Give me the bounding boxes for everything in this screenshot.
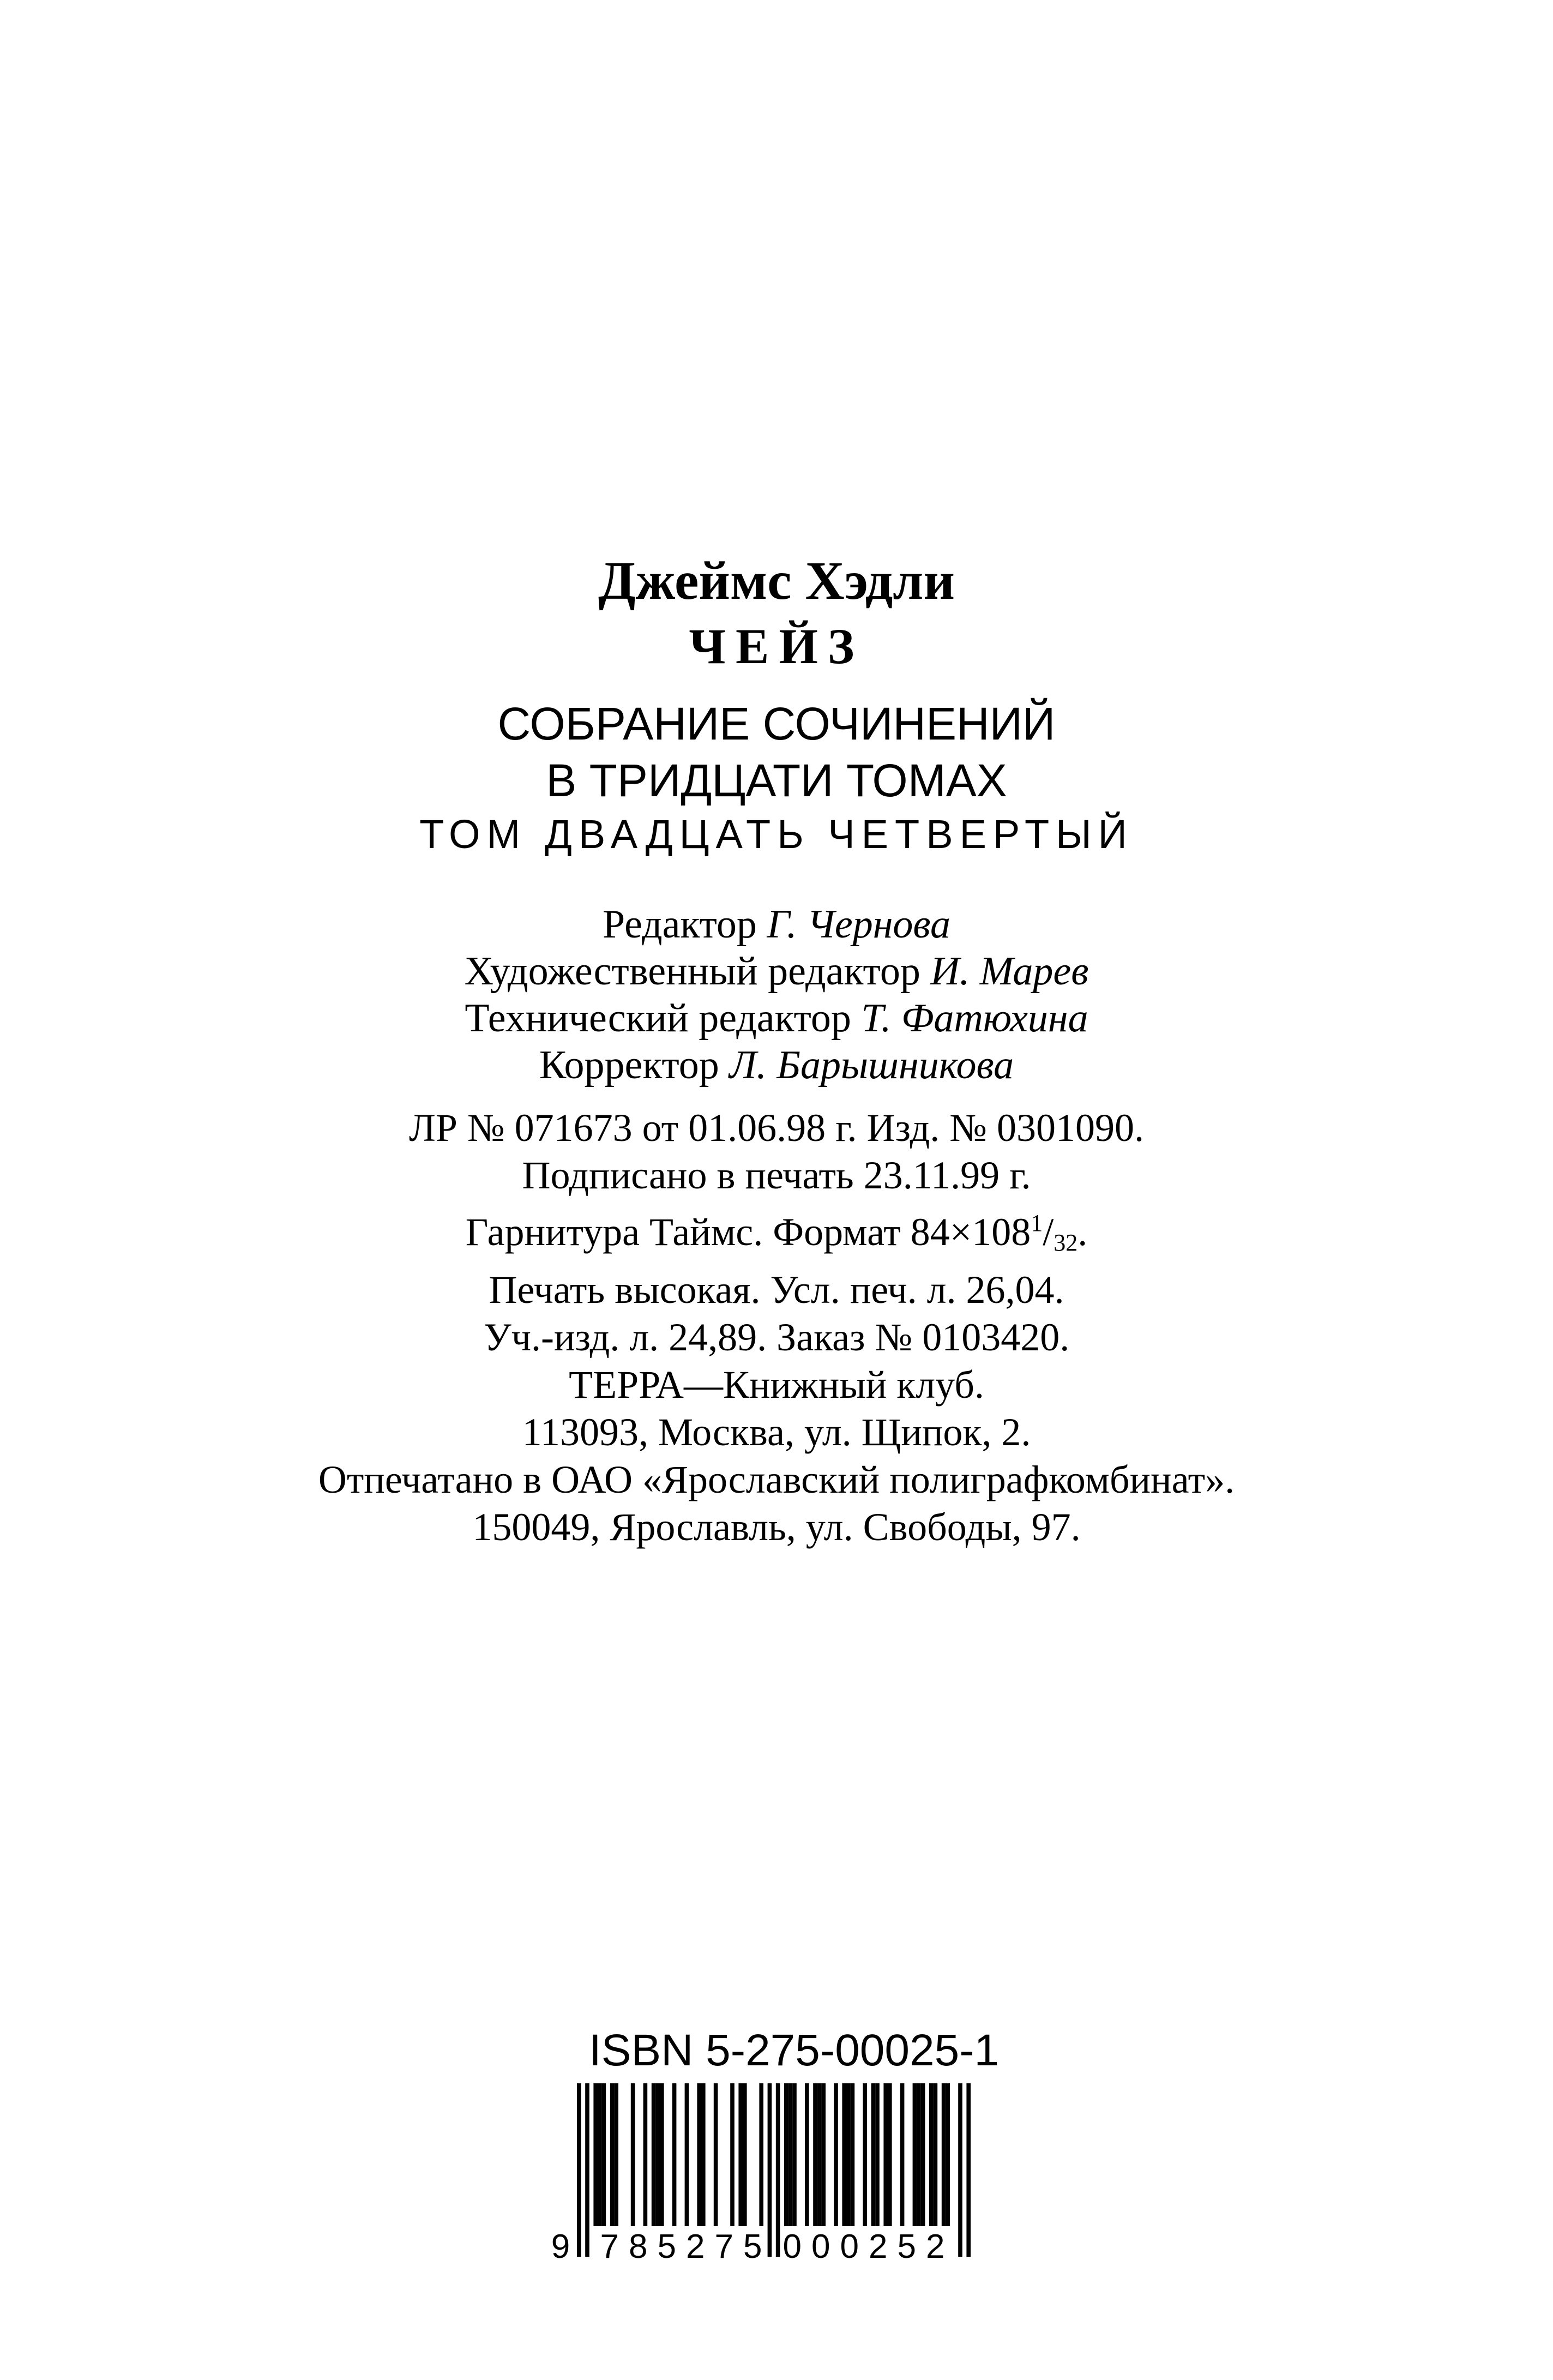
imprint-format	[0, 1199, 1553, 1266]
barcode-bar	[805, 2083, 809, 2226]
barcode-digits-left: 785275	[600, 2228, 772, 2263]
barcode-bar	[784, 2083, 788, 2226]
credit-editor	[0, 901, 1553, 948]
collection-title	[0, 695, 1553, 809]
barcode-bar	[652, 2083, 656, 2226]
barcode-bar	[913, 2083, 917, 2226]
credit-tech-editor	[0, 995, 1553, 1042]
imprint-publisher: ТЕРРА—Книжный клуб.	[569, 1363, 984, 1407]
imprint-print: Печать высокая. Усл. печ. л. 26,04.	[489, 1268, 1064, 1312]
credit-role: Технический редактор	[465, 996, 851, 1041]
format-end: .	[1078, 1210, 1088, 1254]
barcode-icon	[550, 2083, 1019, 2263]
barcode-bar	[966, 2083, 971, 2257]
imprint-printed-at: Отпечатано в ОАО «Ярославский полиграфкомбинат».	[318, 1458, 1235, 1501]
barcode-bar	[929, 2083, 934, 2226]
barcode-bar	[593, 2083, 598, 2226]
barcode-bar	[672, 2083, 677, 2226]
barcode-bar	[759, 2083, 763, 2226]
credit-role: Редактор	[602, 902, 757, 947]
credit-name: Г. Чернова	[767, 902, 951, 947]
barcode-bar	[863, 2083, 867, 2226]
barcode-bar	[821, 2083, 826, 2226]
barcode-bar	[875, 2083, 880, 2226]
format-text: Гарнитура Таймс. Формат 84×108	[465, 1210, 1031, 1254]
volume-label: ТОМ ДВАДЦАТЬ ЧЕТВЕРТЫЙ	[419, 812, 1134, 857]
barcode-bar	[851, 2083, 855, 2226]
barcode-bar	[643, 2083, 648, 2226]
isbn-label: ISBN 5-275-00025-1	[589, 2026, 1000, 2075]
credits-block	[0, 901, 1553, 1089]
volume-title	[0, 807, 1553, 862]
barcode-bar	[958, 2083, 962, 2257]
format-slash: /	[1043, 1210, 1054, 1254]
barcode-bar	[577, 2083, 581, 2257]
barcode-bar	[631, 2083, 635, 2226]
barcode-bar	[714, 2083, 718, 2226]
barcode-bar	[871, 2083, 876, 2226]
barcode-bar	[946, 2083, 950, 2226]
collection-title-line-1: СОБРАНИЕ СОЧИНЕНИЙ	[497, 698, 1056, 749]
barcode-bar	[883, 2083, 888, 2226]
credit-proofreader	[0, 1042, 1553, 1089]
barcode-bar	[602, 2083, 606, 2226]
barcode-bar	[730, 2083, 735, 2226]
barcode-bar	[846, 2083, 851, 2226]
barcode-bar	[598, 2083, 602, 2226]
imprint-block	[0, 1104, 1553, 1551]
author-block	[0, 548, 1553, 679]
format-superscript: 1	[1031, 1210, 1043, 1236]
barcode-bar	[701, 2083, 706, 2226]
barcode-bar	[738, 2083, 743, 2226]
barcode-bar	[743, 2083, 747, 2226]
imprint-order: Уч.-изд. л. 24,89. Заказ № 0103420.	[483, 1315, 1070, 1359]
barcode-bar	[834, 2083, 838, 2226]
barcode-bar	[585, 2083, 589, 2257]
barcode-bar	[888, 2083, 892, 2226]
barcode-bar	[610, 2083, 615, 2226]
credit-name: Т. Фатюхина	[861, 996, 1088, 1041]
barcode-bar	[817, 2083, 822, 2226]
barcode-bar	[776, 2083, 780, 2257]
credit-name: И. Марев	[930, 949, 1089, 994]
barcode-bar	[921, 2083, 925, 2226]
barcode-bar	[792, 2083, 797, 2226]
format-subscript: 32	[1054, 1229, 1078, 1256]
imprint-printer-address: 150049, Ярославль, ул. Свободы, 97.	[472, 1505, 1081, 1549]
barcode-digits-right: 000252	[782, 2228, 955, 2263]
credit-role: Художественный редактор	[464, 949, 920, 994]
credit-role: Корректор	[539, 1043, 719, 1087]
barcode-bar	[813, 2083, 817, 2226]
barcode-bar	[934, 2083, 938, 2226]
barcode-bar	[660, 2083, 664, 2226]
barcode-bar	[697, 2083, 701, 2226]
barcode-bar	[655, 2083, 660, 2226]
barcode-bar	[942, 2083, 946, 2226]
credit-art-editor	[0, 948, 1553, 995]
author-first-name: Джеймс Хэдли	[598, 550, 955, 611]
author-last-name: ЧЕЙЗ	[689, 618, 864, 674]
barcode-bar	[614, 2083, 618, 2226]
barcode-bar	[788, 2083, 793, 2226]
barcode-digit-prefix: 9	[551, 2228, 570, 2263]
imprint-signed: Подписано в печать 23.11.99 г.	[522, 1153, 1031, 1197]
imprint-license: ЛР № 071673 от 01.06.98 г. Изд. № 0301090.	[409, 1106, 1144, 1150]
barcode-bar	[685, 2083, 689, 2226]
imprint-publisher-address: 113093, Москва, ул. Щипок, 2.	[522, 1410, 1031, 1454]
barcode-bar	[842, 2083, 846, 2226]
barcode-bar	[900, 2083, 905, 2226]
collection-title-line-2: В ТРИДЦАТИ ТОМАХ	[546, 755, 1007, 806]
barcode-bar	[917, 2083, 921, 2226]
credit-name: Л. Барышникова	[729, 1043, 1014, 1087]
